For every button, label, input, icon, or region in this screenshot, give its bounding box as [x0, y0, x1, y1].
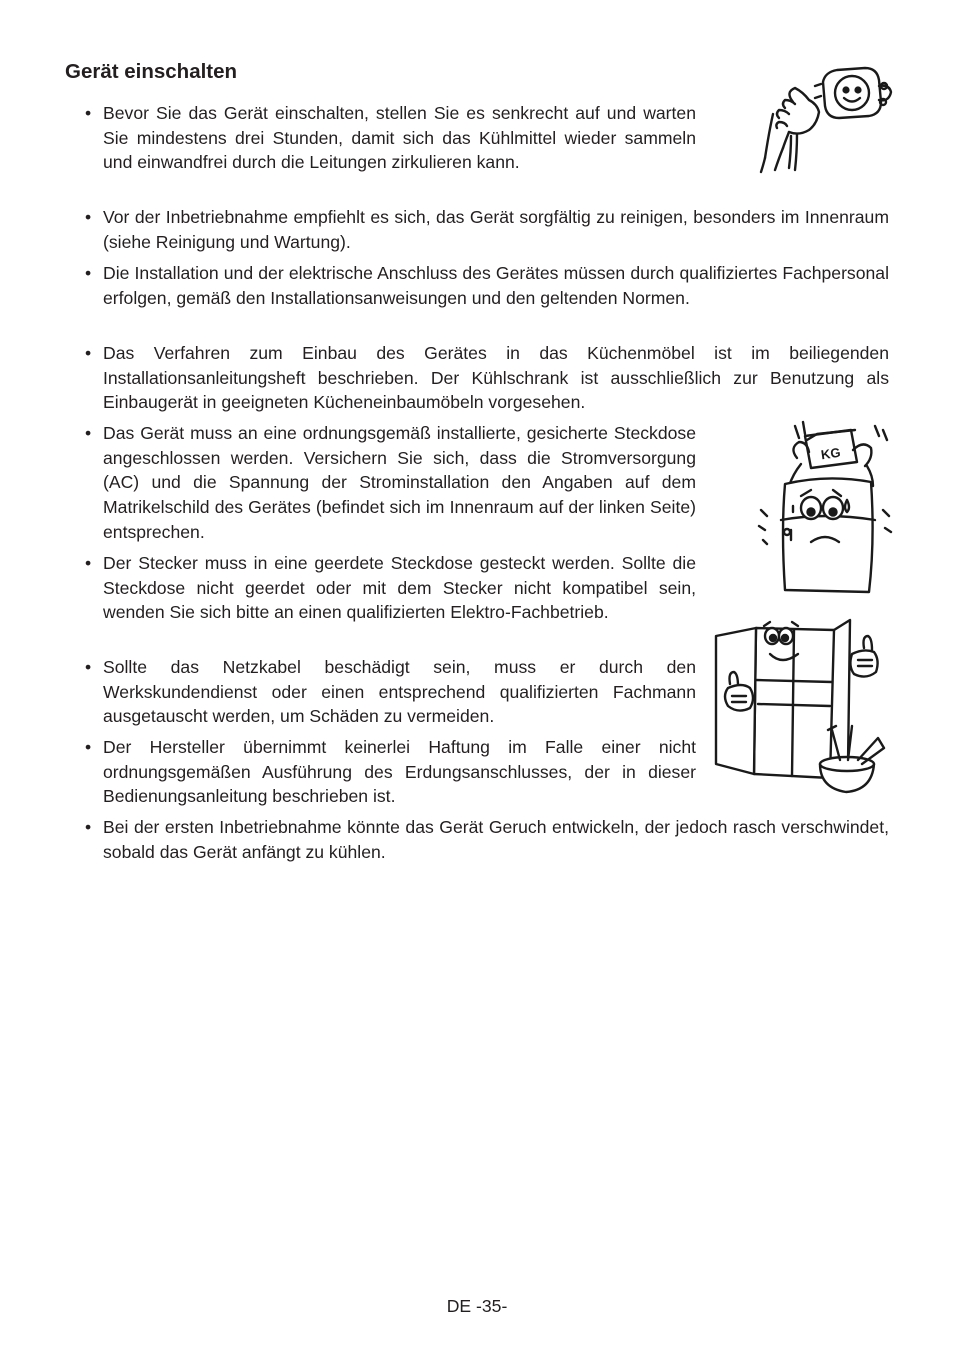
bullet: •: [85, 737, 92, 757]
bullet: •: [85, 207, 92, 227]
list-item-text: Der Hersteller übernimmt keinerlei Haftung im Falle einer nicht ordnungsgemäßen Ausführung des Erdungsanschlusses, der in dieser Bedienungsanleitung beschrieben ist.: [103, 737, 696, 807]
page-number: DE -35-: [446, 1296, 508, 1316]
list-item: [85, 551, 696, 625]
bullet: •: [85, 657, 92, 677]
fridge-kg-label: KG: [819, 444, 842, 463]
list-item-text: Das Gerät muss an eine ordnungsgemäß installierte, gesicherte Steckdose angeschlossen werden. Versichern Sie sich, dass die Stromversorgung (AC) und die Spannung der Strominstallation den Angaben auf dem Matrikelschild des Gerätes (befindet sich im Innenraum auf der linken Seite) entsprechen.: [103, 423, 696, 542]
fridge-weight-illustration: [755, 420, 895, 598]
list-item-text: Vor der Inbetriebnahme empfiehlt es sich, das Gerät sorgfältig zu reinigen, besonders im Innenraum (siehe Reinigung und Wartung).: [103, 207, 889, 252]
list-item-text: Bei der ersten Inbetriebnahme könnte das Gerät Geruch entwickeln, der jedoch rasch verschwindet, sobald das Gerät anfängt zu kühlen.: [103, 817, 889, 862]
bullet: •: [85, 103, 92, 123]
list-item-text: Der Stecker muss in eine geerdete Steckdose gesteckt werden. Sollte die Steckdose nicht geerdet oder mit dem Stecker nicht kompatibel sein, wenden Sie sich bitte an einen qualifizierten Elektro-Fachbetrieb.: [103, 553, 696, 623]
list-item: [85, 815, 889, 864]
bullet: •: [85, 817, 92, 837]
list-item: [85, 421, 696, 545]
bullet: •: [85, 553, 92, 573]
list-item: [85, 261, 889, 310]
bullet: •: [85, 263, 92, 283]
list-item-text: Bevor Sie das Gerät einschalten, stellen Sie es senkrecht auf und warten Sie mindestens drei Stunden, damit sich das Kühlmittel wieder sammeln und einwandfrei durch die Leitungen zirkulieren kann.: [103, 103, 696, 173]
section-title: Gerät einschalten: [65, 60, 238, 83]
list-item: [85, 735, 696, 809]
list-item: [85, 101, 696, 175]
open-fridge-illustration: [712, 614, 900, 806]
list-item-text: Das Verfahren zum Einbau des Gerätes in das Küchenmöbel ist im beiliegenden Installationsanleitungsheft beschrieben. Der Kühlschrank ist ausschließlich zur Benutzung als Einbaugerät in geeigneten Kücheneinbaumöbeln vorgesehen.: [103, 343, 889, 413]
list-item-text: Sollte das Netzkabel beschädigt sein, muss er durch den Werkskundendienst oder einen entsprechend qualifizierten Fachmann ausgetauscht werden, um Schäden zu vermeiden.: [103, 657, 696, 727]
socket-hand-illustration: [755, 62, 895, 174]
list-item-text: Die Installation und der elektrische Anschluss des Gerätes müssen durch qualifiziertes Fachpersonal erfolgen, gemäß den Installationsanweisungen und den geltenden Normen.: [103, 263, 889, 308]
bullet: •: [85, 423, 92, 443]
list-item: [85, 341, 889, 415]
list-item: [85, 205, 889, 254]
list-item: [85, 655, 696, 729]
bullet: •: [85, 343, 92, 363]
